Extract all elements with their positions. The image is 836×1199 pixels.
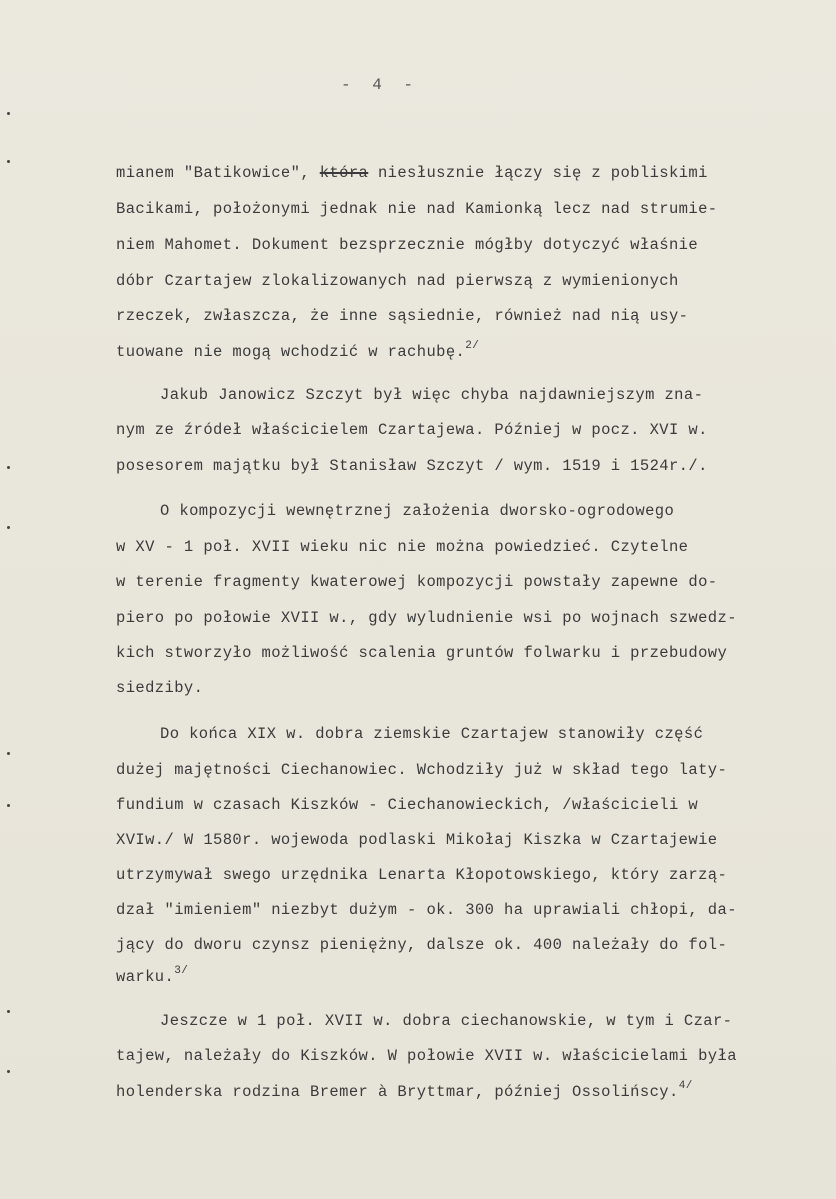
text-line: fundium w czasach Kiszków - Ciechanowieckich, /właścicieli w — [116, 796, 699, 814]
margin-mark — [7, 526, 10, 529]
text-segment: niesłusznie łączy się z pobliskimi — [368, 164, 708, 182]
text-line: tajew, należały do Kiszków. W połowie XVII w. właścicielami była — [116, 1047, 737, 1065]
text-line: kich stworzyło możliwość scalenia gruntów folwarku i przebudowy — [116, 644, 728, 662]
text-line: nym ze źródeł właścicielem Czartajewa. Później w pocz. XVI w. — [116, 421, 708, 439]
text-line: O kompozycji wewnętrznej założenia dworsko-ogrodowego — [160, 502, 675, 520]
margin-mark — [7, 112, 10, 115]
margin-mark — [7, 466, 10, 469]
text-line — [116, 965, 188, 986]
text-line: posesorem majątku był Stanisław Szczyt / wym. 1519 i 1524r./. — [116, 457, 708, 475]
text-line: dużej majętności Ciechanowiec. Wchodziły już w skład tego laty- — [116, 761, 728, 779]
margin-mark — [7, 1010, 10, 1013]
text-line: dzał "imieniem" niezbyt dużym - ok. 300 ha uprawiali chłopi, da- — [116, 901, 737, 919]
text-line — [116, 164, 708, 182]
text-line: Jeszcze w 1 poł. XVII w. dobra ciechanowskie, w tym i Czar- — [160, 1012, 733, 1030]
footnote-ref: 4/ — [678, 1080, 693, 1092]
text-segment: holenderska rodzina Bremer à Bryttmar, później Ossolińscy. — [116, 1083, 679, 1101]
page-number: - 4 - — [340, 76, 419, 94]
text-line: w XV - 1 poł. XVII wieku nic nie można powiedzieć. Czytelne — [116, 538, 689, 556]
struck-word: która — [319, 164, 369, 182]
text-line: rzeczek, zwłaszcza, że inne sąsiednie, również nad nią usy- — [116, 307, 689, 325]
text-segment: warku. — [116, 968, 175, 986]
text-segment: tuowane nie mogą wchodzić w rachubę. — [116, 343, 466, 361]
margin-mark — [7, 804, 10, 807]
text-line: Do końca XIX w. dobra ziemskie Czartajew stanowiły część — [160, 725, 704, 743]
text-segment: mianem "Batikowice", — [116, 164, 320, 182]
text-line: piero po połowie XVII w., gdy wyludnienie wsi po wojnach szwedz- — [116, 609, 737, 627]
margin-mark — [7, 752, 10, 755]
text-line: siedziby. — [116, 679, 204, 697]
text-line: w terenie fragmenty kwaterowej kompozycji powstały zapewne do- — [116, 573, 718, 591]
text-line — [116, 1080, 693, 1101]
footnote-ref: 3/ — [174, 965, 189, 977]
text-line: jący do dworu czynsz pieniężny, dalsze ok. 400 należały do fol- — [116, 936, 728, 954]
footnote-ref: 2/ — [465, 340, 480, 352]
text-line: Jakub Janowicz Szczyt był więc chyba najdawniejszym zna- — [160, 386, 704, 404]
margin-mark — [7, 1070, 10, 1073]
margin-mark — [7, 160, 10, 163]
text-line: dóbr Czartajew zlokalizowanych nad pierwszą z wymienionych — [116, 272, 679, 290]
text-line: Bacikami, położonymi jednak nie nad Kamionką lecz nad strumie- — [116, 200, 718, 218]
text-line: utrzymywał swego urzędnika Lenarta Kłopotowskiego, który zarzą- — [116, 866, 728, 884]
text-line — [116, 340, 479, 361]
text-line: niem Mahomet. Dokument bezsprzecznie mógłby dotyczyć właśnie — [116, 236, 699, 254]
text-line: XVIw./ W 1580r. wojewoda podlaski Mikołaj Kiszka w Czartajewie — [116, 831, 718, 849]
